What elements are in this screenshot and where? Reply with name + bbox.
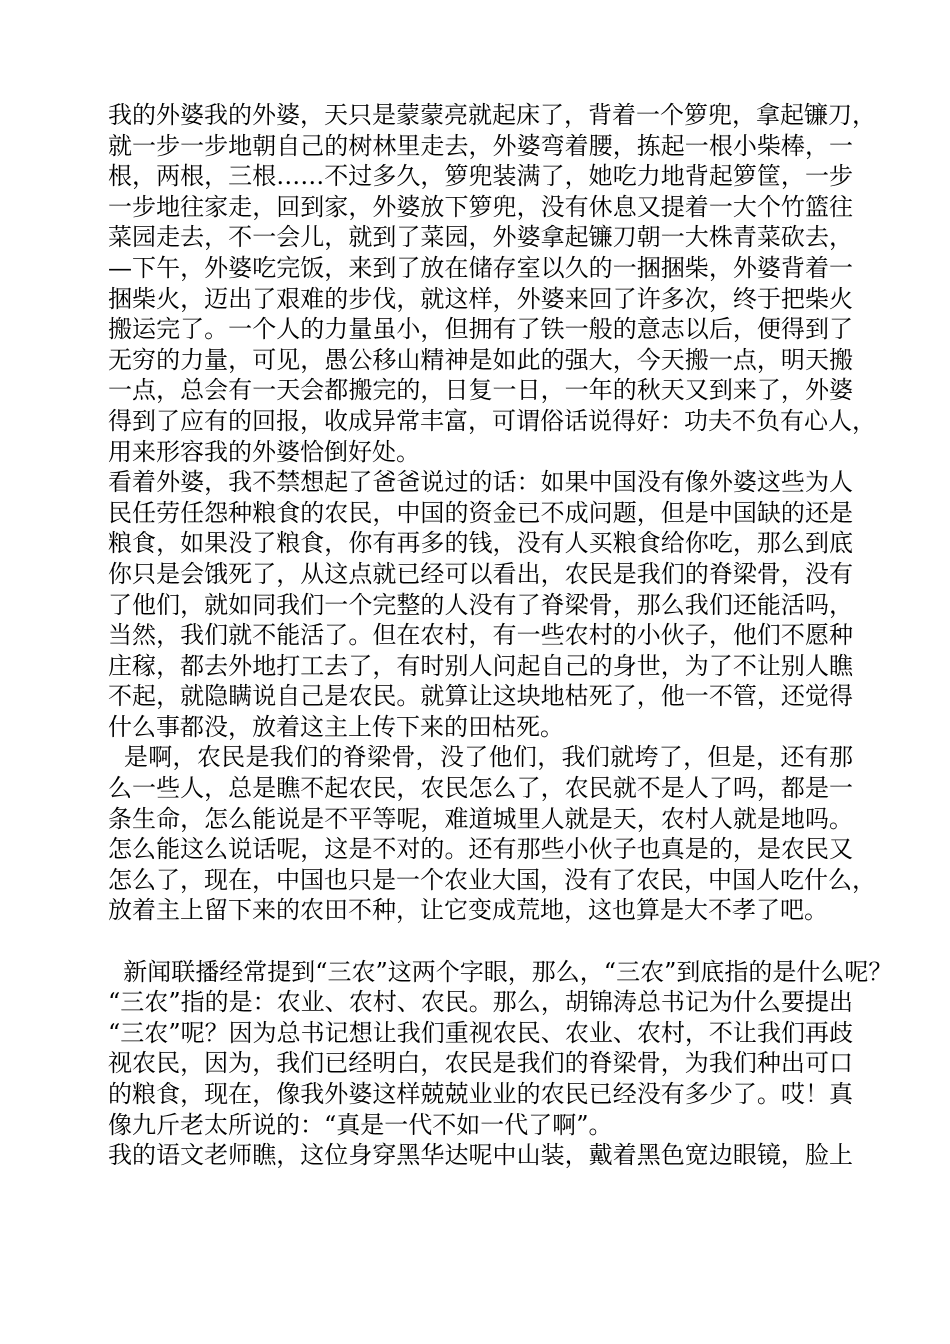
text-line: 我的外婆我的外婆，天只是蒙蒙亮就起床了，背着一个箩兜，拿起镰刀， [108,101,876,129]
paragraph-farmers-backbone [108,742,876,926]
text-line: 一点，总会有一天会都搬完的，日复一日，一年的秋天又到来了，外婆 [108,376,853,405]
text-line: 根，两根，三根……不过多久，箩兜装满了，她吃力地背起箩筐，一步 [108,162,853,191]
text-line: 无穷的力量，可见，愚公移山精神是如此的强大，今天搬一点，明天搬 [108,345,853,374]
text-line: 放着主上留下来的农田不种，让它变成荒地，这也算是大不孝了吧。 [108,896,828,925]
text-line: 不起，就隐瞒说自己是农民。就算让这块地枯死了，他一不管，还觉得 [108,682,853,711]
text-line: 捆柴火，迈出了艰难的步伐，就这样，外婆来回了许多次，终于把柴火 [108,284,853,313]
text-line: 粮食，如果没了粮食，你有再多的钱，没有人买粮食给你吃，那么到底 [108,529,853,558]
text-line: 用来形容我的外婆恰倒好处。 [108,437,420,466]
text-line: 像九斤老太所说的：“真是一代不如一代了啊”。 [108,1110,613,1139]
paragraph-grandma-work [108,100,876,467]
text-line: 是啊，农民是我们的脊梁骨，没了他们，我们就垮了，但是，还有那 [108,743,853,772]
text-line: 视农民，因为，我们已经明白，农民是我们的脊梁骨，为我们种出可口 [108,1049,853,1078]
text-line: 新闻联播经常提到“三农”这两个字眼，那么，“三农”到底指的是什么呢？ [108,957,893,986]
text-line: “三农”指的是：农业、农村、农民。那么，胡锦涛总书记为什么要提出 [108,988,853,1017]
document-page [108,100,893,1171]
text-line: 了他们，就如同我们一个完整的人没有了脊梁骨，那么我们还能活吗， [108,590,853,619]
text-line: 搬运完了。一个人的力量虽小，但拥有了铁一般的意志以后，便得到了 [108,315,853,344]
text-line: 你只是会饿死了，从这点就已经可以看出，农民是我们的脊梁骨，没有 [108,559,853,588]
text-line: 民任劳任怨种粮食的农民，中国的资金已不成问题，但是中国缺的还是 [108,498,853,527]
text-line: —下午，外婆吃完饭，来到了放在储存室以久的一捆捆柴，外婆背着一 [108,253,853,282]
text-line: 么一些人，总是瞧不起农民，农民怎么了，农民就不是人了吗，都是一 [108,774,853,803]
text-line: 当然，我们就不能活了。但在农村，有一些农村的小伙子，他们不愿种 [108,621,853,650]
text-line: 我的语文老师瞧，这位身穿黑华达呢中山装，戴着黑色宽边眼镜，脸上 [108,1141,853,1170]
paragraph-san-nong [108,957,893,1141]
paragraph-gap [108,926,853,957]
paragraph-father-words [108,467,853,742]
text-line: 条生命，怎么能说是不平等呢，难道城里人就是天，农村人就是地吗。 [108,804,853,833]
text-line: 什么事都没，放着这主上传下来的田枯死。 [108,712,564,741]
text-line: 怎么能这么说话呢，这是不对的。还有那些小伙子也真是的，是农民又 [108,835,853,864]
text-line: 怎么了，现在，中国也只是一个农业大国，没有了农民，中国人吃什么， [108,865,876,894]
text-line: 看着外婆，我不禁想起了爸爸说过的话：如果中国没有像外婆这些为人 [108,468,853,497]
text-line: 得到了应有的回报，收成异常丰富，可谓俗话说得好：功夫不负有心人， [108,406,876,435]
text-line: “三农”呢？因为总书记想让我们重视农民、农业、农村，不让我们再歧 [108,1018,853,1047]
text-line: 菜园走去，不一会儿，就到了菜园，外婆拿起镰刀朝一大株青菜砍去， [108,223,853,252]
text-line: 一步地往家走，回到家，外婆放下箩兜，没有休息又提着一大个竹篮往 [108,192,853,221]
text-line: 庄稼，都去外地打工去了，有时别人问起自己的身世，为了不让别人瞧 [108,651,853,680]
text-line: 的粮食，现在，像我外婆这样兢兢业业的农民已经没有多少了。哎！真 [108,1080,853,1108]
text-line: 就一步一步地朝自己的树林里走去，外婆弯着腰，拣起一根小柴棒，一 [108,131,853,160]
paragraph-chinese-teacher [108,1140,853,1171]
